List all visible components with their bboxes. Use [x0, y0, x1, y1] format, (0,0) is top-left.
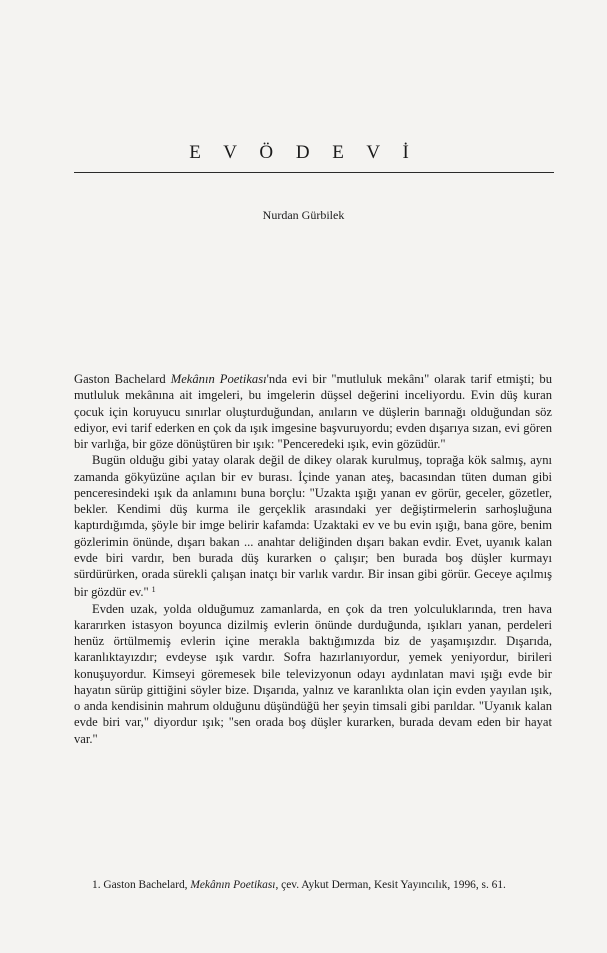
chapter-title: E V Ö D E V İ	[189, 142, 418, 163]
body-text	[74, 371, 552, 747]
paragraph-text: Gaston Bachelard	[74, 372, 171, 386]
paragraph-text: Evden uzak, yolda olduğumuz zamanlarda, en çok da tren yolculuklarında, tren hava kararırken istasyon boyunca dizilmiş evlerin önünde durduğunda, ışıkları yanan, perdeleri henüz örtülmemiş evlerin içine merakla baktığımızda biz de yaşamışızdır. Dışarıda, karanlıktayızdır; evdeyse ışık vardır. Sofra hazırlanıyordur, yemek yeniyordur, birileri konuşuyordur. Kimseyi göremesek bile televizyonun odayı aydınlatan mavi ışığı evde bir hayatın sürüp gittiğini söyler bize. Dışarıda, yalnız ve karanlıkta olan için evden yayılan ışık, o anda kendisinin mahrum olduğunu düşündüğü her şeyin timsali gibi parıldar. "Uyanık kalan evde biri var," diyordur ışık; "sen orada boş düşler kurarken, burada devam eden bir hayat var."	[74, 601, 552, 746]
footnote	[74, 878, 552, 893]
paragraph	[74, 601, 552, 747]
author-name: Nurdan Gürbilek	[262, 208, 345, 222]
book-title-italic: Mekânın Poetikası	[170, 372, 267, 386]
footnote-book-title: Mekânın Poetikası	[190, 879, 276, 891]
footnote-text: , çev. Aykut Derman, Kesit Yayıncılık, 1996, s. 61.	[275, 879, 506, 891]
footnote-marker: 1	[151, 585, 156, 595]
paragraph	[74, 452, 552, 600]
footnote-text: 1. Gaston Bachelard,	[92, 879, 191, 891]
paragraph	[74, 371, 552, 452]
paragraph-text: 'nda evi bir "mutluluk mekânı" olarak tarif etmişti; bu mutluluk mekânına ait imgeleri, bu imgelerin düşsel değerini inceliyordu. Evin düş kuran çocuk için koruyucu sınırlar oluşturduğundan, anıların ve düşlerin barınağı olduğundan söz ediyor, evi tarif ederken en çok da ışık imgesine başvuruyordu; evden dışarıya sızan, evi gören bir varlığa, bir göze dönüştüren bir ışık: "Penceredeki ışık, evin gözüdür."	[74, 372, 552, 451]
title-rule	[74, 172, 554, 173]
paragraph-text: Bugün olduğu gibi yatay olarak değil de dikey olarak kurulmuş, toprağa kök salmış, aynı zamanda gökyüzüne açılan bir ev burası. İçinde yanan ateş, bacasından tüten duman gibi penceresindeki ışık da anlamını buna borçlu: "Uzakta ışığı yanan ev görür, geceler, gözetler, bekler. Kendimi düş kurma ile gerçeklik arasındaki yer değiştirmelerin sarhoşluğuna kaptırdığımda, şöyle bir imge belirir kafamda: Uzaktaki ev ve bu evin ışığı, bana göre, benim gözlerimin önünde, dışarı bakan ... anahtar deliğinden dışarı bakan evdir. Evet, uyanık kalan evde biri vardır, ben burada düş kurarken o çalışır; ben burada boş düşler kurmayı sürdürürken, orada sürekli çalışan inatçı bir varlık vardır. Bir insan gibi görür. Geceye açılmış bir gözdür ev."	[74, 453, 552, 600]
